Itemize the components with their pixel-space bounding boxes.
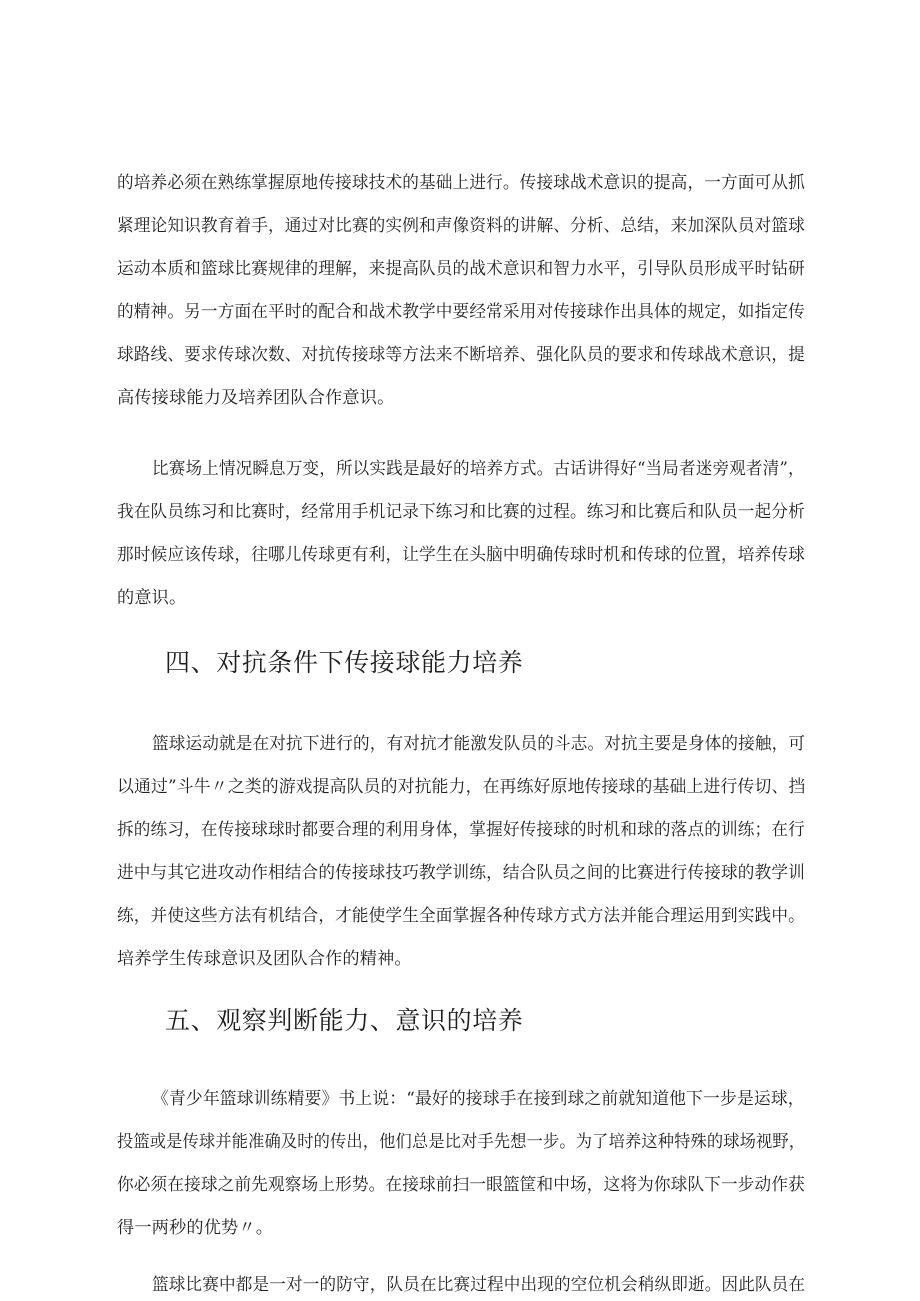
text-line: 紧理论知识教育着手，通过对比赛的实例和声像资料的讲解、分析、总结，来加深队员对篮球 — [117, 216, 805, 236]
text-line: 的精神。另一方面在平时的配合和战术教学中要经常采用对传接球作出具体的规定，如指定传 — [117, 302, 805, 322]
text-line: 比赛场上情况瞬息万变，所以实践是最好的培养方式。古话讲得好“当局者迷旁观者清”， — [152, 459, 805, 479]
text-line: 我在队员练习和比赛时，经常用手机记录下练习和比赛的过程。练习和比赛后和队员一起分析 — [117, 502, 805, 522]
text-line: 运动本质和篮球比赛规律的理解，来提高队员的战术意识和智力水平，引导队员形成平时钻研 — [117, 259, 805, 279]
text-line: 你必须在接球之前先观察场上形势。在接球前扫一眼篮筐和中场，这将为你球队下一步动作获 — [117, 1175, 805, 1195]
text-line: 高传接球能力及培养团队合作意识。 — [117, 388, 395, 408]
text-line: 的意识。 — [117, 588, 187, 608]
text-line: 《青少年篮球训练精要》书上说：“最好的接球手在接到球之前就知道他下一步是运球， — [152, 1089, 805, 1109]
text-line: 球路线、要求传球次数、对抗传接球等方法来不断培养、强化队员的要求和传球战术意识，提 — [117, 345, 805, 365]
text-line: 拆的练习，在传接球球时都要合理的利用身体，掌握好传接球的时机和球的落点的训练；在行 — [117, 820, 805, 840]
text-line: 练，并使这些方法有机结合，才能使学生全面掌握各种传球方式方法并能合理运用到实践中。 — [117, 906, 805, 926]
text-line: 培养学生传球意识及团队合作的精神。 — [117, 949, 412, 969]
text-line: 篮球运动就是在对抗下进行的，有对抗才能激发队员的斗志。对抗主要是身体的接触，可 — [152, 734, 806, 754]
text-line: 以通过”斗牛〃之类的游戏提高队员的对抗能力，在再练好原地传接球的基础上进行传切、挡 — [117, 777, 806, 797]
text-line: 篮球比赛中都是一对一的防守，队员在比赛过程中出现的空位机会稍纵即逝。因此队员在 — [152, 1275, 806, 1295]
text-line: 那时候应该传球，往哪儿传球更有利，让学生在头脑中明确传球时机和传球的位置，培养传球 — [117, 545, 805, 565]
text-line: 得一两秒的优势〃。 — [117, 1218, 274, 1238]
text-line: 的培养必须在熟练掌握原地传接球技术的基础上进行。传接球战术意识的提高，一方面可从抓 — [117, 173, 805, 193]
section-heading: 四、对抗条件下传接球能力培养 — [165, 648, 524, 677]
section-heading: 五、观察判断能力、意识的培养 — [165, 1006, 524, 1035]
text-line: 进中与其它进攻动作相结合的传接球技巧教学训练，结合队员之间的比赛进行传接球的教学训 — [117, 863, 805, 883]
text-line: 投篮或是传球并能准确及时的传出，他们总是比对手先想一步。为了培养这种特殊的球场视野， — [117, 1132, 806, 1152]
